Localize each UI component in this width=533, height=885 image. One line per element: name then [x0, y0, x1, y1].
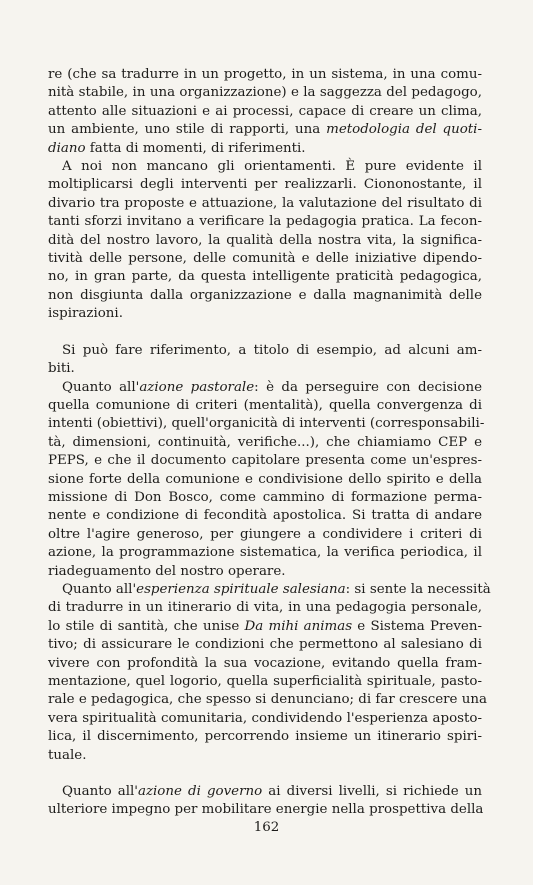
text-line: ulteriore impegno per mobilitare energie nella prospettiva della: [48, 802, 484, 818]
paragraph-2: [48, 158, 482, 324]
text-line: Si può fare riferimento, a titolo di esempio, ad alcuni am-: [62, 342, 482, 358]
text-line: nità stabile, in una organizzazione) e la saggezza del pedagogo,: [48, 85, 482, 101]
text-line: attento alle situazioni e ai processi, capace di creare un clima,: [48, 103, 482, 119]
text-line: oltre l'agire generoso, per giungere a condividere i criteri di: [48, 526, 482, 542]
text-line: vivere con profondità la sua vocazione, evitando quella fram-: [48, 655, 482, 671]
page-body: [48, 66, 491, 820]
text-line: Quanto all'esperienza spirituale salesiana: si sente la necessità: [62, 581, 491, 597]
text-line: rale e pedagogica, che spesso si denunciano; di far crescere una: [48, 692, 487, 708]
paragraph-4: [48, 379, 485, 581]
text-line: lica, il discernimento, percorrendo insieme un itinerario spiri-: [48, 729, 482, 745]
text-line: nente e condizione di fecondità apostolica. Si tratta di andare: [48, 508, 482, 524]
text-line: vera spiritualità comunitaria, condividendo l'esperienza aposto-: [48, 710, 482, 726]
paragraph-6: [48, 783, 482, 820]
paragraph-3: [48, 342, 482, 379]
text-line: A noi non mancano gli orientamenti. È pure evidente il: [62, 159, 482, 175]
paragraph-gap: [48, 324, 482, 342]
text-line: quella comunione di criteri (mentalità), quella convergenza di: [48, 397, 482, 413]
text-line: ispirazioni.: [48, 306, 123, 322]
text-line: missione di Don Bosco, come cammino di formazione perma-: [48, 489, 482, 505]
text-line: intenti (obiettivi), quell'organicità di interventi (corresponsabili-: [48, 416, 485, 432]
text-line: sione forte della comunione e condivisione dello spirito e della: [48, 471, 482, 487]
page-number: 162: [253, 820, 280, 835]
text-line: tà, dimensioni, continuità, verifiche...), che chiamiamo CEP e: [48, 434, 482, 450]
text-line: no, in gran parte, da questa intelligente praticità pedagogica,: [48, 269, 482, 285]
text-line: di tradurre in un itinerario di vita, in una pedagogia personale,: [48, 600, 482, 616]
text-line: un ambiente, uno stile di rapporti, una metodologia del quoti-: [48, 122, 482, 138]
text-line: tività delle persone, delle comunità e delle iniziative dipendo-: [48, 251, 482, 267]
text-line: PEPS, e che il documento capitolare presenta come un'espres-: [48, 453, 482, 469]
text-line: divario tra proposte e attuazione, la valutazione del risultato di: [48, 195, 482, 211]
text-line: re (che sa tradurre in un progetto, in un sistema, in una comu-: [48, 67, 482, 82]
paragraph-5: [48, 581, 491, 765]
text-line: diano fatta di momenti, di riferimenti.: [48, 140, 306, 156]
text-line: riadeguamento del nostro operare.: [48, 563, 286, 579]
text-line: mentazione, quel logorio, quella superficialità spirituale, pasto-: [48, 674, 482, 689]
text-line: azione, la programmazione sistematica, la verifica periodica, il: [48, 545, 482, 561]
text-line: Quanto all'azione di governo ai diversi livelli, si richiede un: [62, 784, 483, 800]
text-line: tanti sforzi invitano a verificare la pedagogia pratica. La fecon-: [48, 214, 482, 230]
text-line: non disgiunta dalla organizzazione e dalla magnanimità delle: [48, 287, 482, 303]
text-line: moltiplicarsi degli interventi per realizzarli. Ciononostante, il: [48, 177, 482, 193]
text-line: lo stile di santità, che unise Da mihi animas e Sistema Preven-: [48, 618, 482, 634]
text-line: dità del nostro lavoro, la qualità della nostra vita, la significa-: [48, 232, 482, 248]
text-line: tivo; di assicurare le condizioni che permettono al salesiano di: [48, 637, 482, 653]
text-line: Quanto all'azione pastorale: è da perseguire con decisione: [62, 379, 482, 395]
paragraph-gap: [48, 765, 482, 783]
text-line: tuale.: [48, 747, 87, 763]
text-line: biti.: [48, 361, 75, 377]
paragraph-1: [48, 66, 482, 158]
